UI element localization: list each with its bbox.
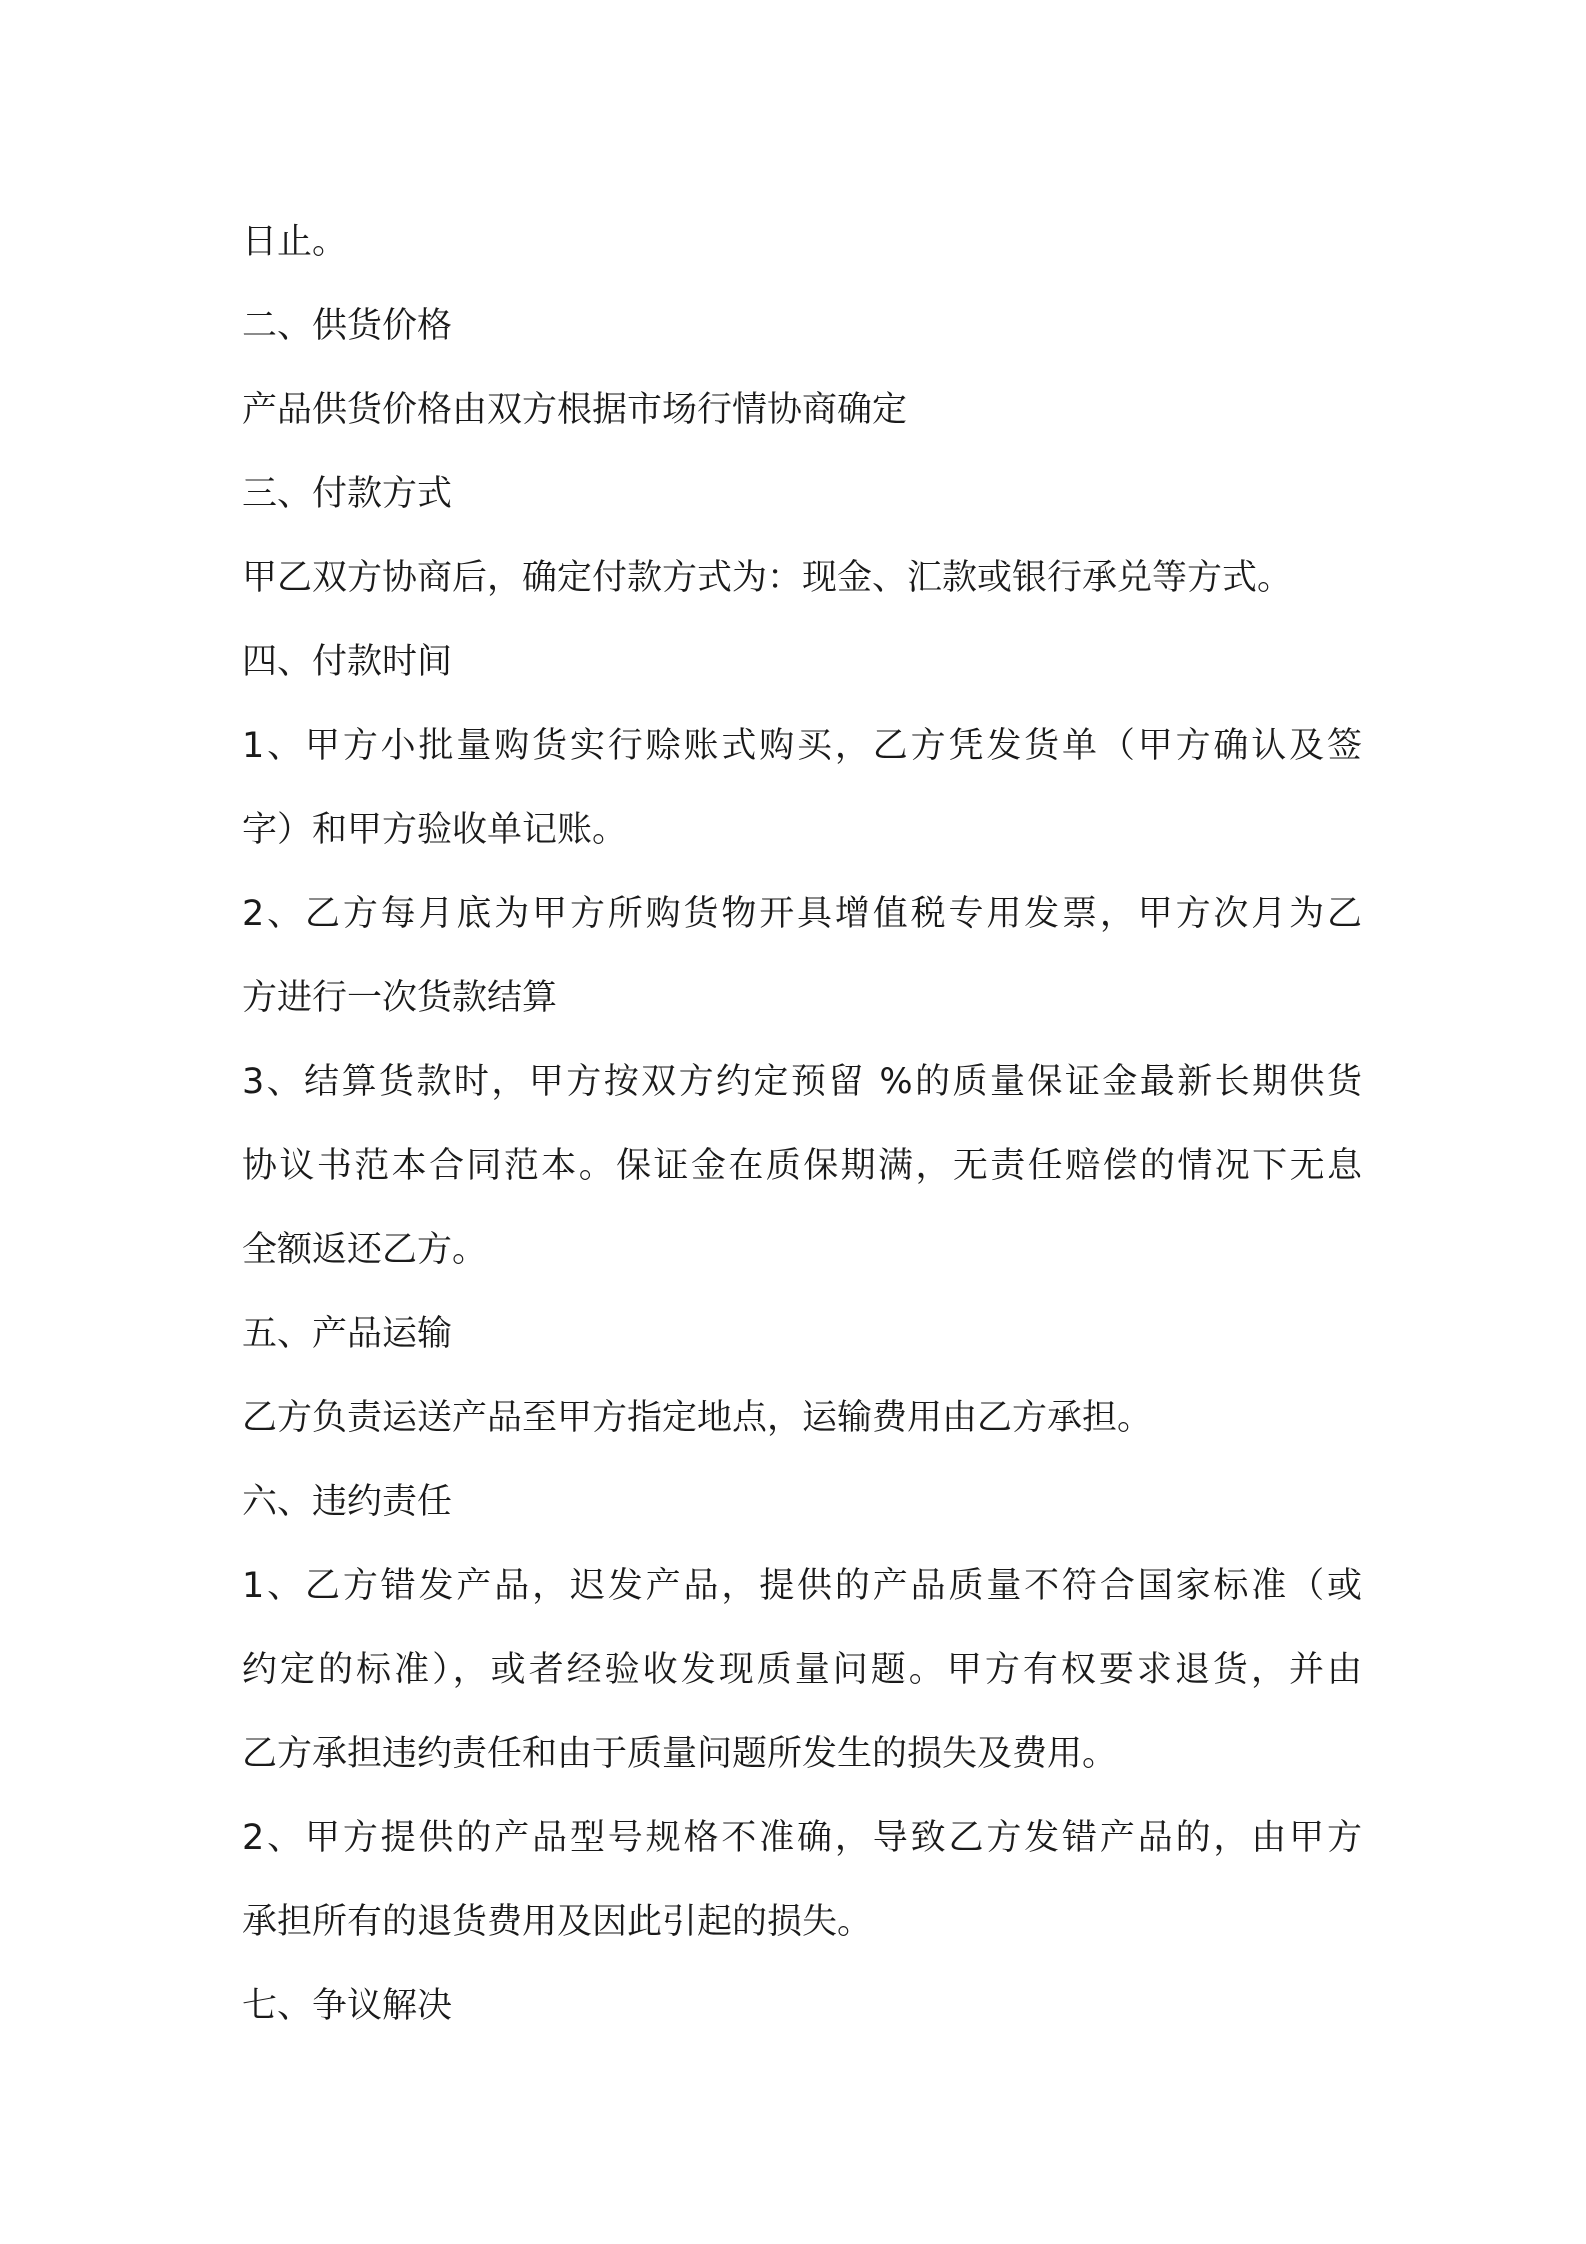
clause-payment-3-line-2: 协议书范本合同范本。保证金在质保期满，无责任赔偿的情况下无息 (242, 1146, 1362, 1186)
clause-payment-3-line-3: 全额返还乙方。 (242, 1230, 488, 1270)
clause-payment-1-line-1: 1、甲方小批量购货实行赊账式购买，乙方凭发货单（甲方确认及签 (242, 726, 1362, 766)
section-heading-payment-method: 三、付款方式 (242, 474, 453, 514)
clause-payment-2-line-1: 2、乙方每月底为甲方所购货物开具增值税专用发票，甲方次月为乙 (242, 894, 1362, 934)
text-line-continuation: 日止。 (242, 222, 348, 262)
clause-breach-1-line-2: 约定的标准），或者经验收发现质量问题。甲方有权要求退货，并由 (242, 1650, 1362, 1690)
section-heading-breach: 六、违约责任 (242, 1482, 453, 1522)
paragraph-transport: 乙方负责运送产品至甲方指定地点，运输费用由乙方承担。 (242, 1398, 1153, 1438)
clause-breach-1-line-1: 1、乙方错发产品，迟发产品，提供的产品质量不符合国家标准（或 (242, 1566, 1362, 1606)
clause-payment-1-line-2: 字）和甲方验收单记账。 (242, 810, 628, 850)
section-heading-transport: 五、产品运输 (242, 1314, 453, 1354)
document-body (242, 200, 1362, 2048)
section-heading-payment-time: 四、付款时间 (242, 642, 453, 682)
section-heading-dispute: 七、争议解决 (242, 1986, 453, 2026)
clause-breach-1-line-3: 乙方承担违约责任和由于质量问题所发生的损失及费用。 (242, 1734, 1118, 1774)
clause-breach-2-line-1: 2、甲方提供的产品型号规格不准确，导致乙方发错产品的，由甲方 (242, 1818, 1362, 1858)
section-heading-supply-price: 二、供货价格 (242, 306, 453, 346)
paragraph-supply-price: 产品供货价格由双方根据市场行情协商确定 (242, 390, 908, 430)
clause-payment-2-line-2: 方进行一次货款结算 (242, 978, 558, 1018)
clause-payment-3-line-1: 3、结算货款时，甲方按双方约定预留 %的质量保证金最新长期供货 (242, 1062, 1362, 1102)
paragraph-payment-method: 甲乙双方协商后，确定付款方式为：现金、汇款或银行承兑等方式。 (242, 558, 1293, 598)
clause-breach-2-line-2: 承担所有的退货费用及因此引起的损失。 (242, 1902, 873, 1942)
